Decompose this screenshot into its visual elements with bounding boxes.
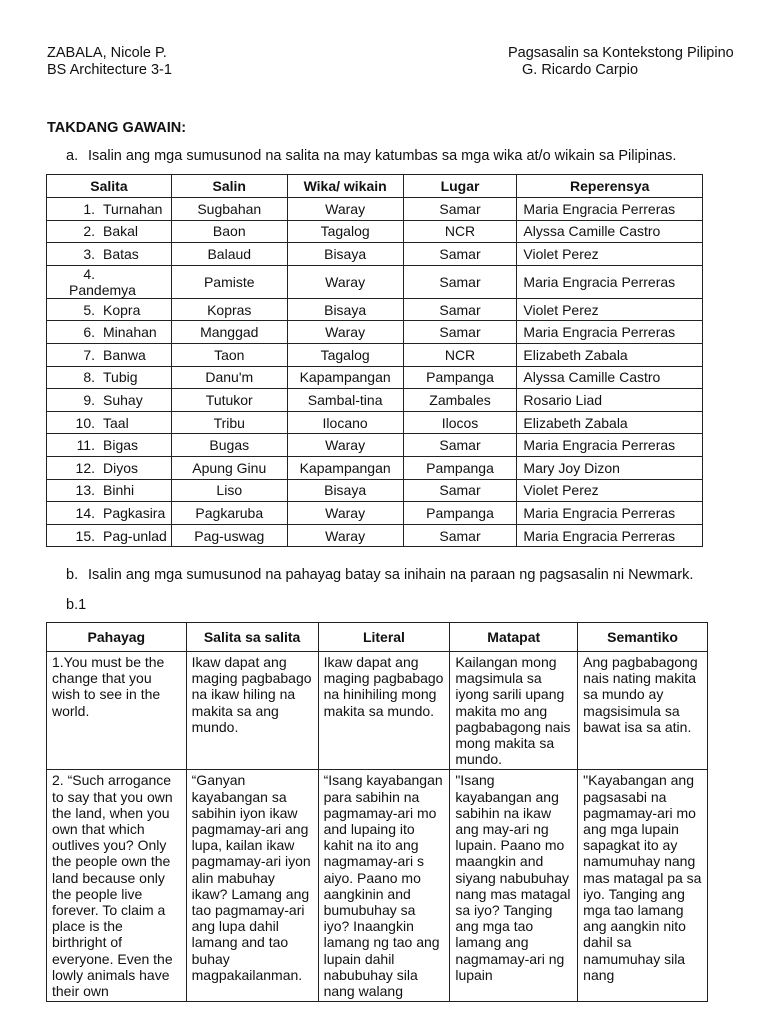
table-header-row (47, 175, 703, 198)
page-title: TAKDANG GAWAIN: (47, 120, 187, 136)
table-row (47, 652, 708, 770)
lugar-cell: Samar (403, 243, 517, 266)
table-row (47, 343, 703, 366)
lugar-cell: Samar (403, 524, 517, 547)
literal-text: “Isang kayabangan para sabihin na pagmamay-ari mo and lupaing ito kahit na ito ang nagmamay-ari s aiyo. Paano mo aangkinin and bumubuhay sa iyo? Inaangkin lamang ng tao ang lupain dahil nabubuhay sila nang walang (323, 772, 443, 1000)
row-number: 8. (83, 369, 95, 386)
subsection-label: b.1 (66, 597, 87, 613)
table-row (47, 434, 703, 457)
col-header-lugar: Lugar (403, 175, 517, 198)
course-name: Pagsasalin sa Kontekstong Pilipino (508, 45, 734, 61)
col-header-wika: Wika/ wikain (287, 175, 403, 198)
reperensya-cell: Alyssa Camille Castro (517, 366, 703, 389)
reperensya-cell: Maria Engracia Perreras (517, 198, 703, 221)
wika-cell: Waray (287, 265, 403, 298)
row-number: 9. (83, 391, 95, 408)
table-row (47, 243, 703, 266)
salita-cell (47, 434, 172, 457)
salin-cell: Liso (171, 479, 287, 502)
reperensya-cell: Maria Engracia Perreras (517, 265, 703, 298)
salita-text: Tubig (103, 369, 138, 386)
salin-cell: Pagkaruba (171, 502, 287, 525)
lugar-cell: Pampanga (403, 502, 517, 525)
salin-cell: Sugbahan (171, 198, 287, 221)
lugar-cell: Samar (403, 479, 517, 502)
salita-text: Banwa (103, 346, 146, 363)
salita-text: “Ganyan kayabangan sa sabihin iyon ikaw pagmamay-ari ang lupa, kailan ikaw pagmamay-ari iyon alin mabuhay ikaw? Lamang ang tao pagmamay-ari ang lupa dahil lamang and tao buhay magpakailanman. (191, 772, 311, 983)
student-name: ZABALA, Nicole P. (47, 45, 167, 61)
lugar-cell: Samar (403, 298, 517, 321)
table-row (47, 366, 703, 389)
wika-cell: Bisaya (287, 243, 403, 266)
salita-text: Kopra (103, 301, 141, 318)
reperensya-cell: Maria Engracia Perreras (517, 502, 703, 525)
col-header-reperensya: Reperensya (517, 175, 703, 198)
translation-words-table (46, 174, 703, 547)
salin-cell: Pamiste (171, 265, 287, 298)
wika-cell: Kapampangan (287, 366, 403, 389)
salita-cell (47, 265, 172, 298)
reperensya-cell: Alyssa Camille Castro (517, 220, 703, 243)
lugar-cell: Samar (403, 265, 517, 298)
table-row (47, 456, 703, 479)
reperensya-cell: Elizabeth Zabala (517, 343, 703, 366)
salita-text: Minahan (103, 324, 157, 341)
row-number: 4. (83, 265, 95, 282)
col-header-salita-sa-salita: Salita sa salita (186, 623, 318, 652)
salita-cell (47, 321, 172, 344)
semantiko-cell (578, 770, 708, 1002)
pahayag-cell (47, 652, 187, 770)
wika-cell: Sambal-tina (287, 389, 403, 412)
row-number: 12. (75, 459, 95, 476)
reperensya-cell: Maria Engracia Perreras (517, 321, 703, 344)
wika-cell: Waray (287, 434, 403, 457)
salita-cell (47, 343, 172, 366)
col-header-literal: Literal (318, 623, 450, 652)
reperensya-cell: Maria Engracia Perreras (517, 524, 703, 547)
reperensya-cell: Elizabeth Zabala (517, 411, 703, 434)
salin-cell: Baon (171, 220, 287, 243)
lugar-cell: Samar (403, 321, 517, 344)
lugar-cell: Zambales (403, 389, 517, 412)
row-number: 3. (83, 245, 95, 262)
salin-cell: Pag-uswag (171, 524, 287, 547)
instructor-name: G. Ricardo Carpio (522, 62, 639, 78)
reperensya-cell: Violet Perez (517, 243, 703, 266)
table-row (47, 389, 703, 412)
matapat-cell (450, 652, 578, 770)
row-number: 14. (75, 504, 95, 521)
table-row (47, 265, 703, 298)
salin-cell: Apung Ginu (171, 456, 287, 479)
row-number: 11. (76, 437, 95, 454)
table-row (47, 198, 703, 221)
wika-cell: Bisaya (287, 298, 403, 321)
salin-cell: Danu'm (171, 366, 287, 389)
instruction-a-label: a. (66, 148, 79, 164)
col-header-matapat: Matapat (450, 623, 578, 652)
lugar-cell: NCR (403, 343, 517, 366)
salita-text: Turnahan (103, 200, 163, 217)
instruction-b-label: b. (66, 567, 79, 583)
salita-text: Diyos (103, 459, 139, 476)
row-number: 1. (83, 200, 95, 217)
salita-cell (47, 411, 172, 434)
salita-text: Bigas (103, 437, 139, 454)
instruction-a (66, 148, 676, 164)
col-header-salin: Salin (171, 175, 287, 198)
matapat-text: "Isang kayabangan ang sabihin na ikaw ang may-ari ng lupain. Paano mo maangkin and siyang nabubuhay nang mas matagal sa iyo? Tanging ang mga tao lamang ang nagmamay-ari ng lupain (455, 772, 571, 983)
table-row (47, 502, 703, 525)
row-number: 5. (83, 301, 95, 318)
salita-cell (186, 652, 318, 770)
row-number: 7. (83, 346, 95, 363)
student-program: BS Architecture 3-1 (47, 62, 172, 78)
reperensya-cell: Rosario Liad (517, 389, 703, 412)
wika-cell: Waray (287, 321, 403, 344)
literal-cell (318, 770, 450, 1002)
salita-text: Batas (103, 245, 139, 262)
table-row (47, 524, 703, 547)
pahayag-text: 1.You must be the change that you wish to see in the world. (52, 654, 165, 719)
literal-text: Ikaw dapat ang maging pagbabago na hinihiling mong makita sa mundo. (323, 654, 444, 719)
salin-cell: Kopras (171, 298, 287, 321)
newmark-translation-table (46, 622, 708, 1002)
student-info (47, 45, 172, 79)
reperensya-cell: Maria Engracia Perreras (517, 434, 703, 457)
instruction-b (66, 567, 693, 583)
salin-cell: Manggad (171, 321, 287, 344)
salita-cell (47, 389, 172, 412)
salita-text: Pandemya (69, 281, 136, 298)
wika-cell: Waray (287, 198, 403, 221)
literal-cell (318, 652, 450, 770)
salita-text: Bakal (103, 223, 139, 240)
wika-cell: Tagalog (287, 220, 403, 243)
col-header-salita: Salita (47, 175, 172, 198)
row-number: 15. (75, 527, 95, 544)
salita-text: Pagkasira (103, 504, 166, 521)
salita-text: Taal (103, 414, 129, 431)
salin-cell: Balaud (171, 243, 287, 266)
wika-cell: Kapampangan (287, 456, 403, 479)
salita-text: Ikaw dapat ang maging pagbabago na ikaw hiling na makita sa ang mundo. (191, 654, 312, 735)
wika-cell: Waray (287, 524, 403, 547)
wika-cell: Waray (287, 502, 403, 525)
semantiko-text: Ang pagbabagong nais nating makita sa mundo ay magsisimula sa bawat isa sa atin. (583, 654, 698, 735)
salin-cell: Tutukor (171, 389, 287, 412)
salita-cell (47, 456, 172, 479)
salita-cell (47, 220, 172, 243)
semantiko-text: "Kayabangan ang pagsasabi na pagmamay-ari mo ang mga lupain sapagkat ito ay namumuhay nang mas matagal pa sa iyo. Tanging ang mga tao lamang ang aangkin nito dahil sa namumuhay sila nang (583, 772, 702, 983)
col-header-semantiko: Semantiko (578, 623, 708, 652)
salita-cell (47, 198, 172, 221)
instruction-b-text: Isalin ang mga sumusunod na pahayag batay sa inihain na paraan ng pagsasalin ni Newmark. (88, 567, 694, 583)
salita-cell (47, 243, 172, 266)
row-number: 10. (75, 414, 95, 431)
table-row (47, 298, 703, 321)
wika-cell: Bisaya (287, 479, 403, 502)
lugar-cell: Samar (403, 198, 517, 221)
lugar-cell: Ilocos (403, 411, 517, 434)
course-info (508, 45, 734, 79)
semantiko-cell (578, 652, 708, 770)
salita-cell (47, 524, 172, 547)
salita-cell (47, 298, 172, 321)
salita-text: Pag-unlad (103, 527, 167, 544)
pahayag-cell (47, 770, 187, 1002)
matapat-cell (450, 770, 578, 1002)
table-row (47, 770, 708, 1002)
salin-cell: Taon (171, 343, 287, 366)
salita-cell (47, 479, 172, 502)
salita-cell (47, 502, 172, 525)
salita-text: Binhi (103, 482, 135, 499)
salin-cell: Bugas (171, 434, 287, 457)
row-number: 2. (83, 223, 95, 240)
table-row (47, 479, 703, 502)
salita-text: Suhay (103, 391, 143, 408)
pahayag-text: 2. “Such arrogance to say that you own the land, when you own that which outlives you? Only the people own the land because only the people live forever. To claim a place is the birthright of everyone. Even the lowly animals have their own (52, 772, 173, 1000)
reperensya-cell: Violet Perez (517, 479, 703, 502)
salin-cell: Tribu (171, 411, 287, 434)
lugar-cell: Pampanga (403, 456, 517, 479)
row-number: 6. (83, 324, 95, 341)
wika-cell: Tagalog (287, 343, 403, 366)
salita-cell (186, 770, 318, 1002)
reperensya-cell: Mary Joy Dizon (517, 456, 703, 479)
table-row (47, 220, 703, 243)
col-header-pahayag: Pahayag (47, 623, 187, 652)
matapat-text: Kailangan mong magsimula sa iyong sarili upang makita mo ang pagbabagong nais mong makita sa mundo. (455, 654, 571, 768)
lugar-cell: Pampanga (403, 366, 517, 389)
lugar-cell: Samar (403, 434, 517, 457)
lugar-cell: NCR (403, 220, 517, 243)
table-row (47, 321, 703, 344)
reperensya-cell: Violet Perez (517, 298, 703, 321)
table-row (47, 411, 703, 434)
instruction-a-text: Isalin ang mga sumusunod na salita na may katumbas sa mga wika at/o wikain sa Pilipinas. (88, 148, 677, 164)
table-header-row (47, 623, 708, 652)
salita-cell (47, 366, 172, 389)
row-number: 13. (75, 482, 95, 499)
wika-cell: Ilocano (287, 411, 403, 434)
